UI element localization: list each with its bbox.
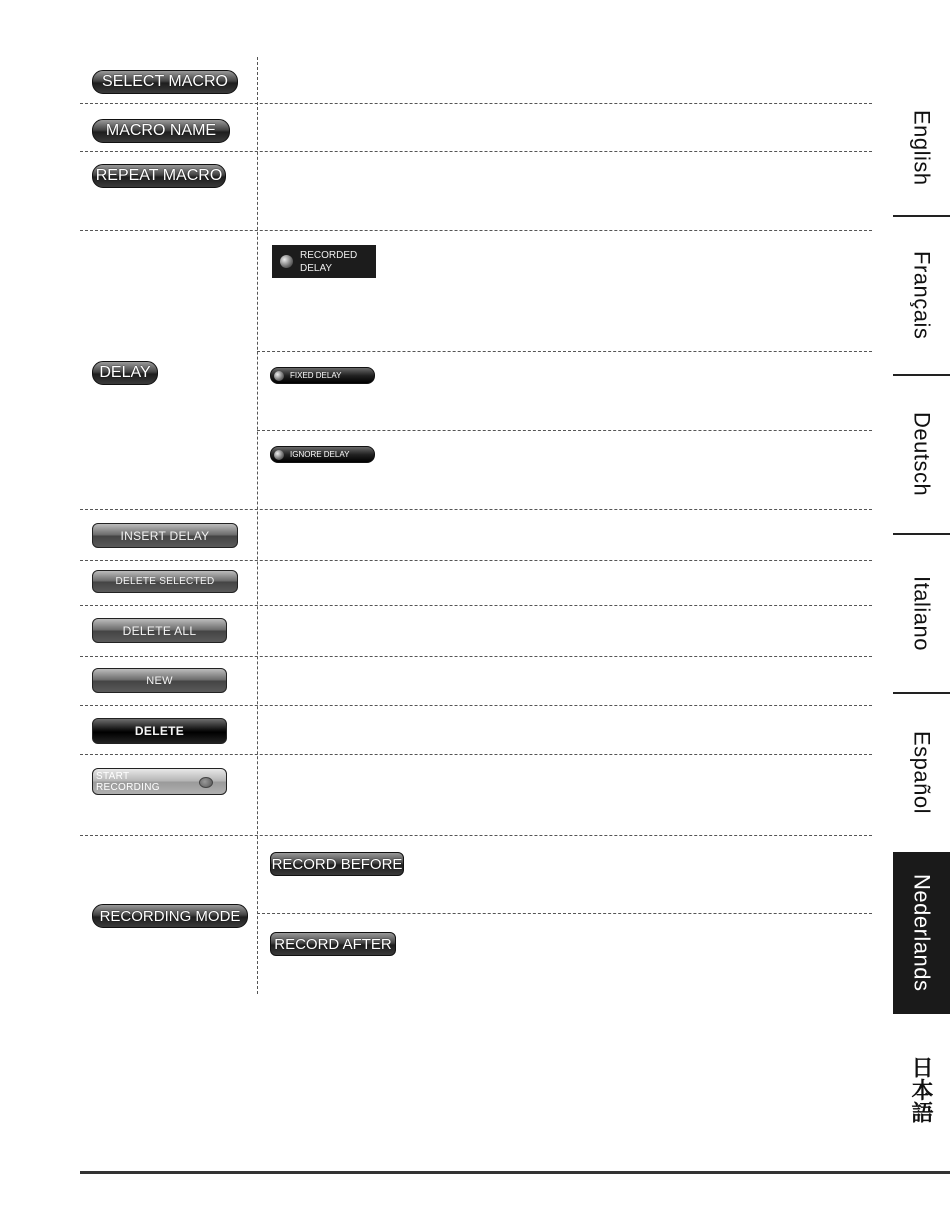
row-divider (257, 913, 872, 914)
lang-label: Deutsch (909, 412, 935, 497)
row-divider (80, 656, 872, 657)
recorded-delay-option (272, 245, 376, 278)
new-button: NEW (92, 668, 227, 693)
lang-tab-italiano[interactable] (893, 535, 950, 692)
row-divider (80, 509, 872, 510)
row-divider (80, 605, 872, 606)
select-macro-label: SELECT MACRO (92, 70, 238, 94)
delete-selected-button: DELETE SELECTED (92, 570, 238, 593)
fixed-delay-label: FIXED DELAY (290, 371, 342, 380)
recorded-delay-line1: RECORDED (300, 249, 358, 261)
record-led-icon (199, 777, 213, 788)
fixed-delay-option (270, 367, 375, 384)
delete-button: DELETE (92, 718, 227, 744)
macro-name-label: MACRO NAME (92, 119, 230, 143)
column-divider (257, 57, 258, 994)
repeat-macro-label: REPEAT MACRO (92, 164, 226, 188)
led-icon (274, 371, 284, 381)
insert-delay-button: INSERT DELAY (92, 523, 238, 548)
delay-label: DELAY (92, 361, 158, 385)
row-divider (80, 835, 872, 836)
record-after-label: RECORD AFTER (270, 932, 396, 956)
lang-label: Español (909, 731, 935, 815)
ignore-delay-option (270, 446, 375, 463)
lang-tab-francais[interactable] (893, 217, 950, 374)
led-icon (274, 450, 284, 460)
recorded-delay-line2: DELAY (300, 262, 333, 274)
start-recording-line1: START (96, 770, 130, 782)
row-divider (80, 103, 872, 104)
row-divider (80, 230, 872, 231)
row-divider (80, 754, 872, 755)
lang-label: Nederlands (909, 874, 935, 992)
delete-all-button: DELETE ALL (92, 618, 227, 643)
start-recording-line2: RECORDING (96, 781, 160, 793)
row-divider (257, 430, 872, 431)
lang-label: 日本語 (909, 1056, 934, 1124)
lang-label: Français (909, 251, 935, 340)
start-recording-button (92, 768, 227, 795)
lang-label: Italiano (909, 576, 935, 651)
lang-label: English (909, 109, 935, 186)
row-divider (257, 351, 872, 352)
lang-tab-nederlands[interactable] (893, 852, 950, 1014)
lang-tab-japanese[interactable] (893, 1040, 950, 1140)
recording-mode-label: RECORDING MODE (92, 904, 248, 928)
record-before-label: RECORD BEFORE (270, 852, 404, 876)
led-icon (280, 255, 293, 268)
row-divider (80, 705, 872, 706)
row-divider (80, 560, 872, 561)
lang-tab-english[interactable] (893, 80, 950, 215)
row-divider (80, 151, 872, 152)
lang-tab-deutsch[interactable] (893, 376, 950, 533)
footer-rule (80, 1171, 950, 1174)
ignore-delay-label: IGNORE DELAY (290, 450, 350, 459)
lang-tab-espanol[interactable] (893, 694, 950, 852)
